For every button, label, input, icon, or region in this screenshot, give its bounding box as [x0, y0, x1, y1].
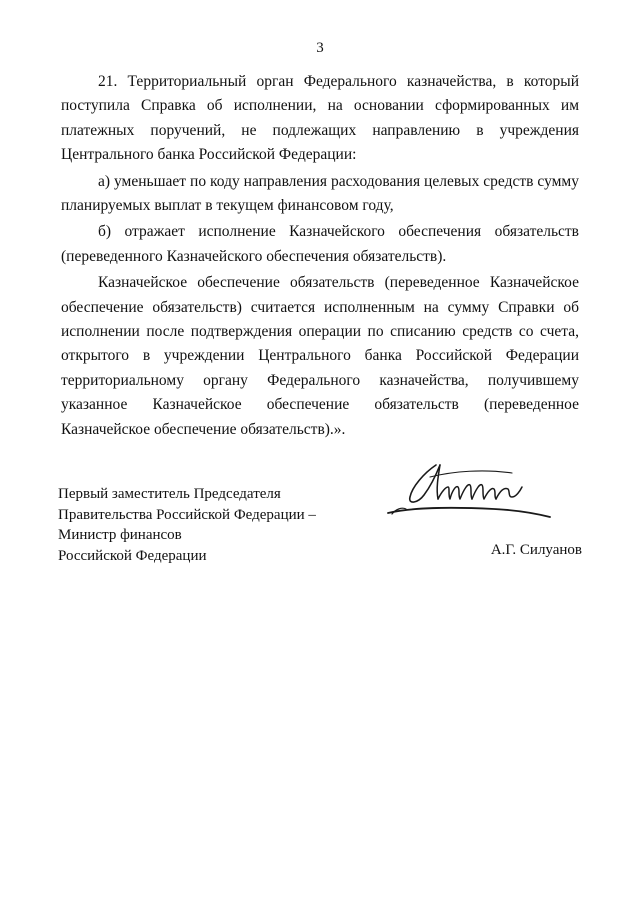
signatory-title-line: Правительства Российской Федерации – — [58, 506, 316, 523]
paragraph-21: 21. Территориальный орган Федерального казначейства, в который поступила Справка об исполнении, на основании сформированных им платежных поручений, не подлежащих направлению в учреждения Центрального банка Российской Федерации: — [61, 73, 579, 164]
signatory-title-line: Российской Федерации — [58, 547, 207, 564]
signatory-title — [58, 484, 316, 566]
signatory-title-line: Первый заместитель Председателя — [58, 486, 281, 502]
paragraph-item-a: а) уменьшает по коду направления расходования целевых средств сумму планируемых выплат в текущем финансовом году, — [61, 172, 579, 215]
signatory-title-line: Министр финансов — [58, 527, 182, 543]
page-number: 3 — [316, 40, 324, 56]
document-body — [61, 70, 579, 442]
handwritten-signature — [384, 457, 554, 527]
paragraph-execution-condition: Казначейское обеспечение обязательств (переведенное Казначейское обеспечение обязательств) считается исполненным на сумму Справки об исполнении после подтверждения операции по списанию средств со счета, открытого в учреждении Центрального банка Российской Федерации территориальному органу Федерального казначейства, получившему указанное Казначейское обеспечение обязательств (переведенное Казначейское обеспечение обязательств).». — [61, 274, 579, 438]
signatory-name: А.Г. Силуанов — [490, 542, 582, 558]
paragraph-item-b: б) отражает исполнение Казначейского обеспечения обязательств (переведенного Казначейского обеспечения обязательств). — [61, 223, 579, 265]
